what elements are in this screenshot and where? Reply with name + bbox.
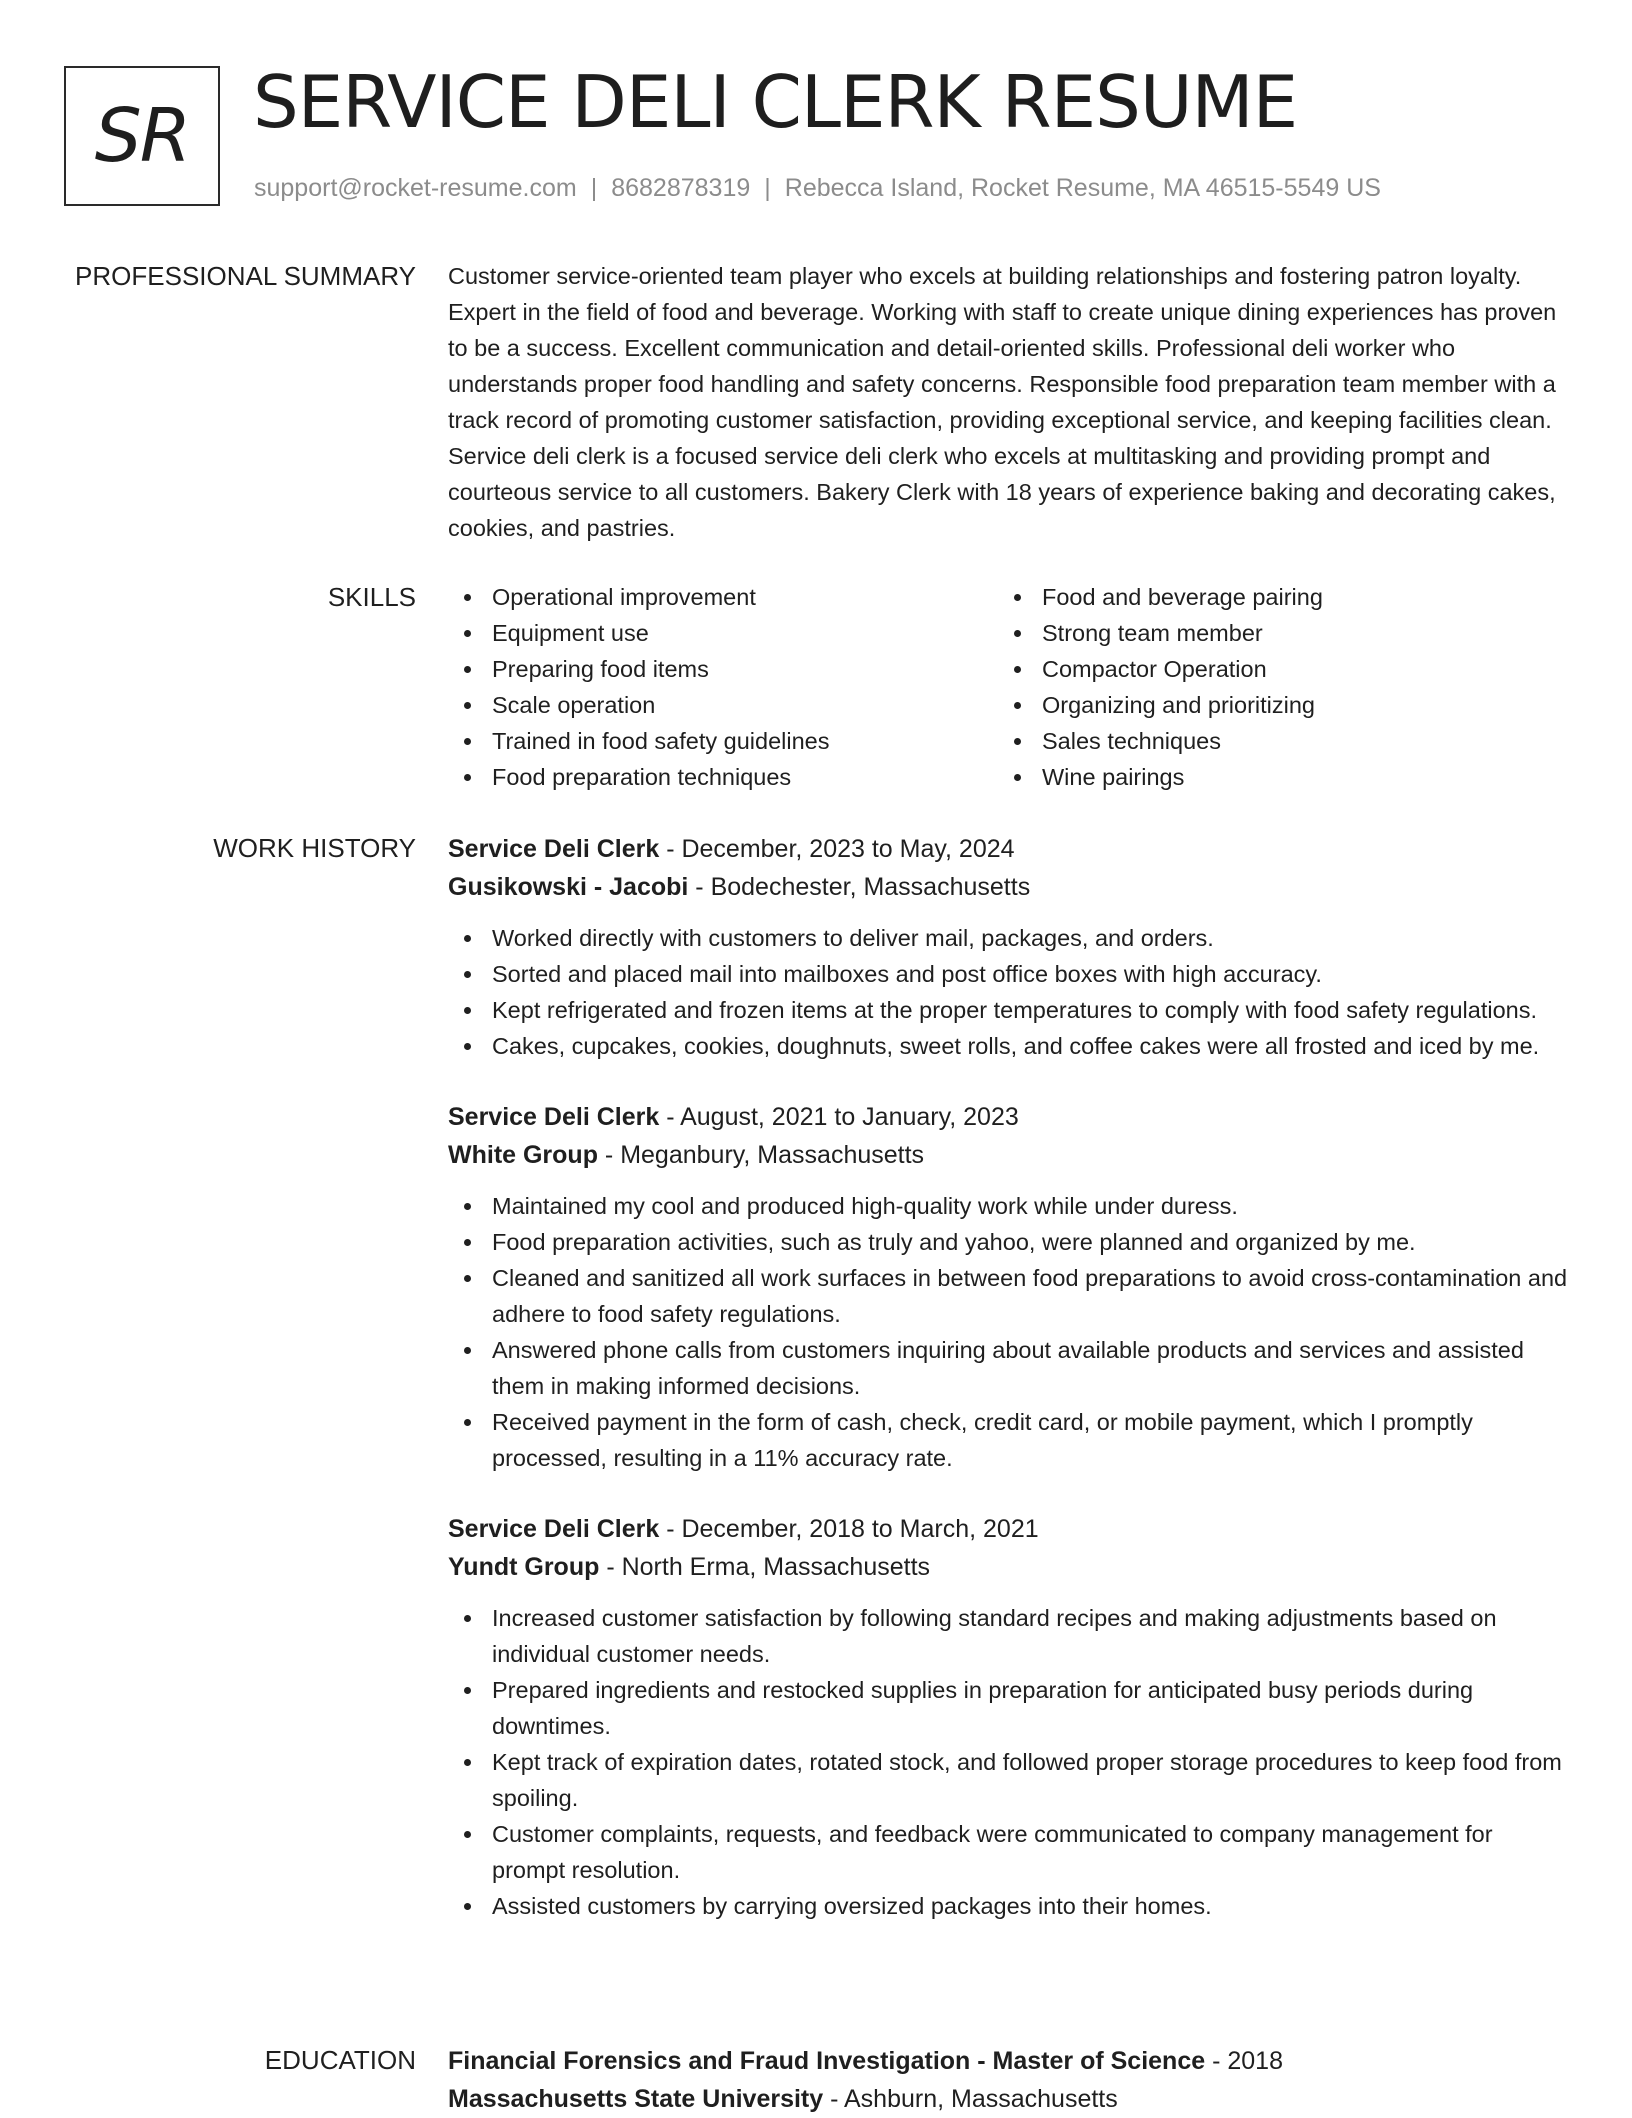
job-title-line (448, 830, 1568, 868)
skill-item: Equipment use (448, 615, 998, 651)
skill-item: Scale operation (448, 687, 998, 723)
job-bullet: Increased customer satisfaction by following standard recipes and making adjustments based on individual customer needs. (448, 1600, 1568, 1672)
resume-title: SERVICE DELI CLERK RESUME (253, 60, 1298, 144)
job-bullet: Cakes, cupcakes, cookies, doughnuts, sweet rolls, and coffee cakes were all frosted and iced by me. (448, 1028, 1568, 1064)
job-company: White Group (448, 1141, 598, 1169)
contact-separator: | (764, 174, 771, 202)
job-title-line (448, 1098, 1568, 1136)
job-bullet: Received payment in the form of cash, check, credit card, or mobile payment, which I promptly processed, resulting in a 11% accuracy rate. (448, 1404, 1568, 1476)
skills-column-left (448, 579, 998, 795)
contact-separator: | (590, 174, 598, 202)
skill-item: Strong team member (998, 615, 1548, 651)
skill-item: Preparing food items (448, 651, 998, 687)
job-bullet: Answered phone calls from customers inquiring about available products and services and assisted them in making informed decisions. (448, 1332, 1568, 1404)
contact-line (254, 174, 1381, 203)
job-location: - Bodechester, Massachusetts (688, 873, 1031, 901)
contact-phone[interactable]: 8682878319 (611, 174, 751, 202)
section-label: SKILLS (327, 582, 416, 612)
job-bullet: Cleaned and sanitized all work surfaces in between food preparations to avoid cross-contamination and adhere to food safety regulations. (448, 1260, 1568, 1332)
skill-item: Organizing and prioritizing (998, 687, 1548, 723)
job-company: Yundt Group (448, 1553, 600, 1581)
job-dates: - August, 2021 to January, 2023 (659, 1103, 1019, 1131)
section-label: EDUCATION (264, 2045, 416, 2075)
section-label: PROFESSIONAL SUMMARY (75, 261, 416, 291)
job-location: - North Erma, Massachusetts (599, 1553, 931, 1581)
job-bullet: Sorted and placed mail into mailboxes and post office boxes with high accuracy. (448, 956, 1568, 992)
skills-column-right (998, 579, 1548, 795)
job-bullets (448, 920, 1568, 1064)
job-bullet: Food preparation activities, such as truly and yahoo, were planned and organized by me. (448, 1224, 1568, 1260)
summary-text: Customer service-oriented team player who excels at building relationships and fostering patron loyalty. Expert in the field of food and beverage. Working with staff to create unique dining experiences has proven to be a success. Excellent communication and detail-oriented skills. Professional deli worker who understands proper food handling and safety concerns. Responsible food preparation team member with a track record of promoting customer satisfaction, providing exceptional service, and keeping facilities clean. Service deli clerk is a focused service deli clerk who excels at multitasking and providing prompt and courteous service to all customers. Bakery Clerk with 18 years of experience baking and decorating cakes, cookies, and pastries. (448, 263, 1557, 541)
school-location: - Ashburn, Massachusetts (823, 2085, 1118, 2113)
school: Massachusetts State University (448, 2085, 824, 2113)
skill-item: Compactor Operation (998, 651, 1548, 687)
job-entry (448, 830, 1568, 1064)
monogram: SR (64, 66, 220, 206)
education-content (448, 2042, 1568, 2118)
work-history-content (448, 830, 1568, 1958)
summary-content (448, 258, 1568, 546)
job-entry (448, 1510, 1568, 1924)
contact-address: Rebecca Island, Rocket Resume, MA 46515-5549 US (784, 174, 1381, 202)
section-label: WORK HISTORY (213, 833, 416, 863)
degree: Financial Forensics and Fraud Investigation - Master of Science (448, 2047, 1206, 2075)
job-company: Gusikowski - Jacobi (448, 873, 689, 901)
job-location: - Meganbury, Massachusetts (597, 1141, 925, 1169)
graduation-year: - 2018 (1205, 2047, 1283, 2075)
skill-item: Wine pairings (998, 759, 1548, 795)
job-bullet: Prepared ingredients and restocked supplies in preparation for anticipated busy periods during downtimes. (448, 1672, 1568, 1744)
job-company-line (448, 1136, 1568, 1174)
skill-item: Trained in food safety guidelines (448, 723, 998, 759)
job-entry (448, 1098, 1568, 1476)
skills-list (448, 579, 1568, 795)
school-line (448, 2080, 1568, 2118)
job-bullet: Kept refrigerated and frozen items at the proper temperatures to comply with food safety regulations. (448, 992, 1568, 1028)
skill-item: Operational improvement (448, 579, 998, 615)
job-title: Service Deli Clerk (448, 835, 660, 863)
job-dates: - December, 2023 to May, 2024 (659, 835, 1015, 863)
skill-item: Food and beverage pairing (998, 579, 1548, 615)
degree-line (448, 2042, 1568, 2080)
job-bullets (448, 1600, 1568, 1924)
job-bullet: Kept track of expiration dates, rotated stock, and followed proper storage procedures to keep food from spoiling. (448, 1744, 1568, 1816)
job-title-line (448, 1510, 1568, 1548)
skill-item: Sales techniques (998, 723, 1548, 759)
job-bullet: Worked directly with customers to deliver mail, packages, and orders. (448, 920, 1568, 956)
job-title: Service Deli Clerk (448, 1515, 660, 1543)
job-bullet: Maintained my cool and produced high-quality work while under duress. (448, 1188, 1568, 1224)
job-company-line (448, 1548, 1568, 1586)
job-company-line (448, 868, 1568, 906)
contact-email[interactable]: support@rocket-resume.com (254, 174, 577, 202)
job-title: Service Deli Clerk (448, 1103, 660, 1131)
skill-item: Food preparation techniques (448, 759, 998, 795)
job-bullet: Assisted customers by carrying oversized packages into their homes. (448, 1888, 1568, 1924)
job-dates: - December, 2018 to March, 2021 (659, 1515, 1039, 1543)
job-bullet: Customer complaints, requests, and feedback were communicated to company management for prompt resolution. (448, 1816, 1568, 1888)
job-bullets (448, 1188, 1568, 1476)
